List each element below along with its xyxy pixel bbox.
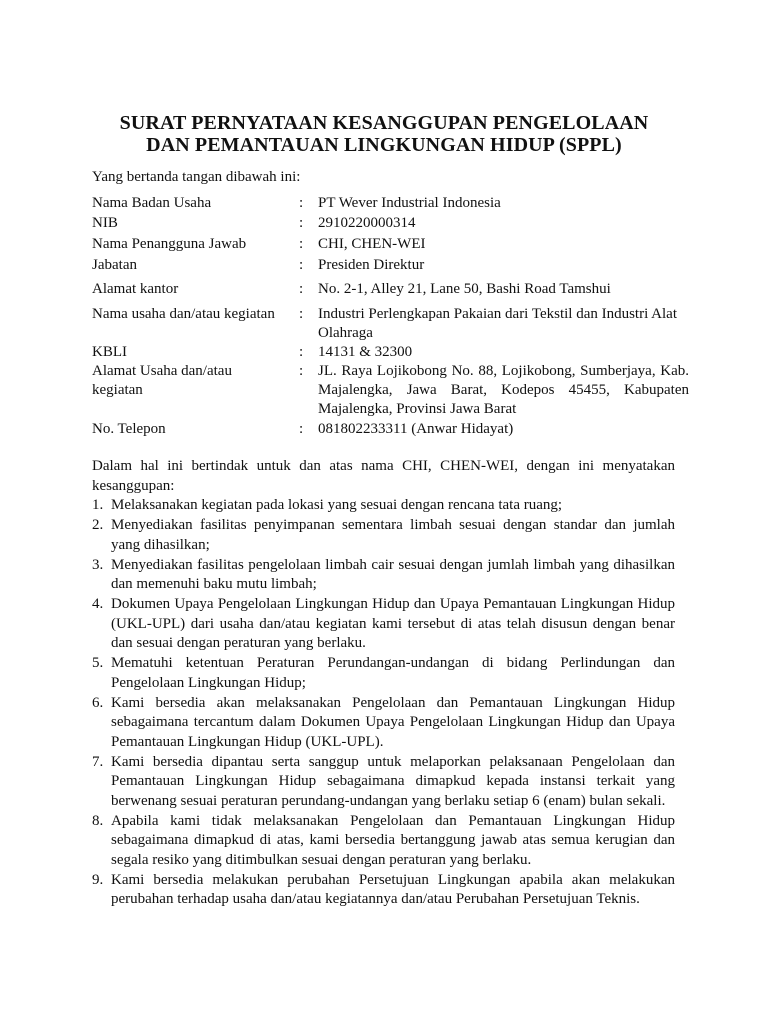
list-text: Kami bersedia akan melaksanakan Pengelolaan dan Pemantauan Lingkungan Hidup sebagaimana tercantum dalam Dokumen Upaya Pengelolaan Lingkungan Hidup dan Upaya Pemantauan Lingkungan Hidup (UKL-UPL).: [111, 694, 675, 750]
field-label: Nama usaha dan/atau kegiatan: [92, 306, 275, 322]
document-title: [60, 112, 708, 156]
field-value: 2910220000314: [318, 215, 416, 231]
field-label: Jabatan: [92, 257, 137, 273]
field-colon: :: [299, 363, 304, 379]
list-item: [92, 812, 675, 871]
list-item: [92, 871, 675, 910]
field-colon: :: [299, 236, 304, 252]
list-item: [92, 595, 675, 654]
field-colon: :: [299, 257, 304, 273]
field-value: 14131 & 32300: [318, 344, 413, 360]
list-number: 2.: [92, 517, 104, 533]
list-number: 8.: [92, 812, 104, 829]
field-value: Industri Perlengkapan Pakaian dari Tekstil dan Industri Alat Olahraga: [318, 306, 678, 341]
field-label: Alamat Usaha dan/atau kegiatan: [92, 363, 232, 398]
field-label: Nama Badan Usaha: [92, 195, 212, 211]
list-number: 4.: [92, 596, 104, 612]
list-item: [92, 556, 675, 595]
list-item: [92, 694, 675, 753]
list-text: Kami bersedia dipantau serta sanggup untuk melaporkan pelaksanaan Pengelolaan dan Pemantauan Lingkungan Hidup sebagaimana dimapkud kepada instansi terkait yang berwenang sesuai peraturan perundang-undangan yang berlaku setiap 6 (enam) bulan sekali.: [111, 753, 675, 809]
list-item: [92, 516, 675, 555]
list-text: Menyediakan fasilitas penyimpanan sementara limbah sesuai dengan standar dan jumlah yang dihasilkan;: [111, 517, 675, 553]
list-text: Dokumen Upaya Pengelolaan Lingkungan Hidup dan Upaya Pemantauan Lingkungan Hidup (UKL-UPL) dari usaha dan/atau kegiatan kami tersebut di atas telah disusun dengan benar dan sesuai dengan peraturan yang berlaku.: [111, 596, 675, 651]
field-label: No. Telepon: [92, 421, 166, 437]
field-label: Nama Penangguna Jawab: [92, 236, 247, 252]
list-text: Kami bersedia melakukan perubahan Persetujuan Lingkungan apabila akan melakukan perubahan terhadap usaha dan/atau kegiatannya dan/atau Perubahan Persetujuan Teknis.: [111, 871, 675, 907]
list-item: [92, 753, 675, 812]
commitment-list: [92, 496, 675, 910]
list-number: 1.: [92, 497, 104, 513]
field-label: KBLI: [92, 344, 127, 360]
field-value: Presiden Direktur: [318, 257, 425, 273]
field-value: CHI, CHEN-WEI: [318, 236, 426, 252]
field-colon: :: [299, 215, 304, 231]
statement-paragraph: Dalam hal ini bertindak untuk dan atas nama CHI, CHEN-WEI, dengan ini menyatakan kesanggupan:: [92, 458, 675, 494]
field-label: NIB: [92, 215, 118, 231]
list-item: [92, 496, 675, 516]
field-colon: :: [299, 195, 304, 211]
field-colon: :: [299, 421, 304, 437]
list-number: 3.: [92, 556, 104, 573]
list-text: Mematuhi ketentuan Peraturan Perundangan-undangan di bidang Perlindungan dan Pengelolaan Lingkungan Hidup;: [111, 655, 675, 691]
field-value: No. 2-1, Alley 21, Lane 50, Bashi Road Tamshui: [318, 281, 611, 297]
title-line-1: SURAT PERNYATAAN KESANGGUPAN PENGELOLAAN: [119, 112, 649, 134]
field-colon: :: [299, 344, 304, 360]
field-colon: :: [299, 281, 304, 297]
field-label: Alamat kantor: [92, 281, 179, 297]
field-value: PT Wever Industrial Indonesia: [318, 195, 501, 211]
list-text: Menyediakan fasilitas pengelolaan limbah cair sesuai dengan jumlah limbah yang dihasilkan dan memenuhi baku mutu limbah;: [111, 556, 675, 592]
list-number: 6.: [92, 694, 104, 711]
list-item: [92, 654, 675, 693]
intro-text: Yang bertanda tangan dibawah ini:: [92, 169, 301, 185]
list-number: 7.: [92, 753, 104, 770]
list-number: 9.: [92, 871, 104, 888]
title-line-2: DAN PEMANTAUAN LINGKUNGAN HIDUP (SPPL): [146, 134, 622, 156]
list-text: Melaksanakan kegiatan pada lokasi yang sesuai dengan rencana tata ruang;: [111, 497, 563, 513]
list-text: Apabila kami tidak melaksanakan Pengelolaan dan Pemantauan Lingkungan Hidup sebagaimana dimapkud di atas, kami bersedia bertanggung jawab atas semua kerugian dan segala resiko yang ditimbulkan sesuai dengan peraturan yang berlaku.: [111, 812, 675, 868]
field-value: JL. Raya Lojikobong No. 88, Lojikobong, Sumberjaya, Kab. Majalengka, Jawa Barat, Kodepos 45455, Kabupaten Majalengka, Provinsi Jawa Barat: [318, 363, 689, 417]
list-number: 5.: [92, 655, 104, 671]
field-colon: :: [299, 306, 304, 322]
field-value: 081802233311 (Anwar Hidayat): [318, 421, 514, 437]
